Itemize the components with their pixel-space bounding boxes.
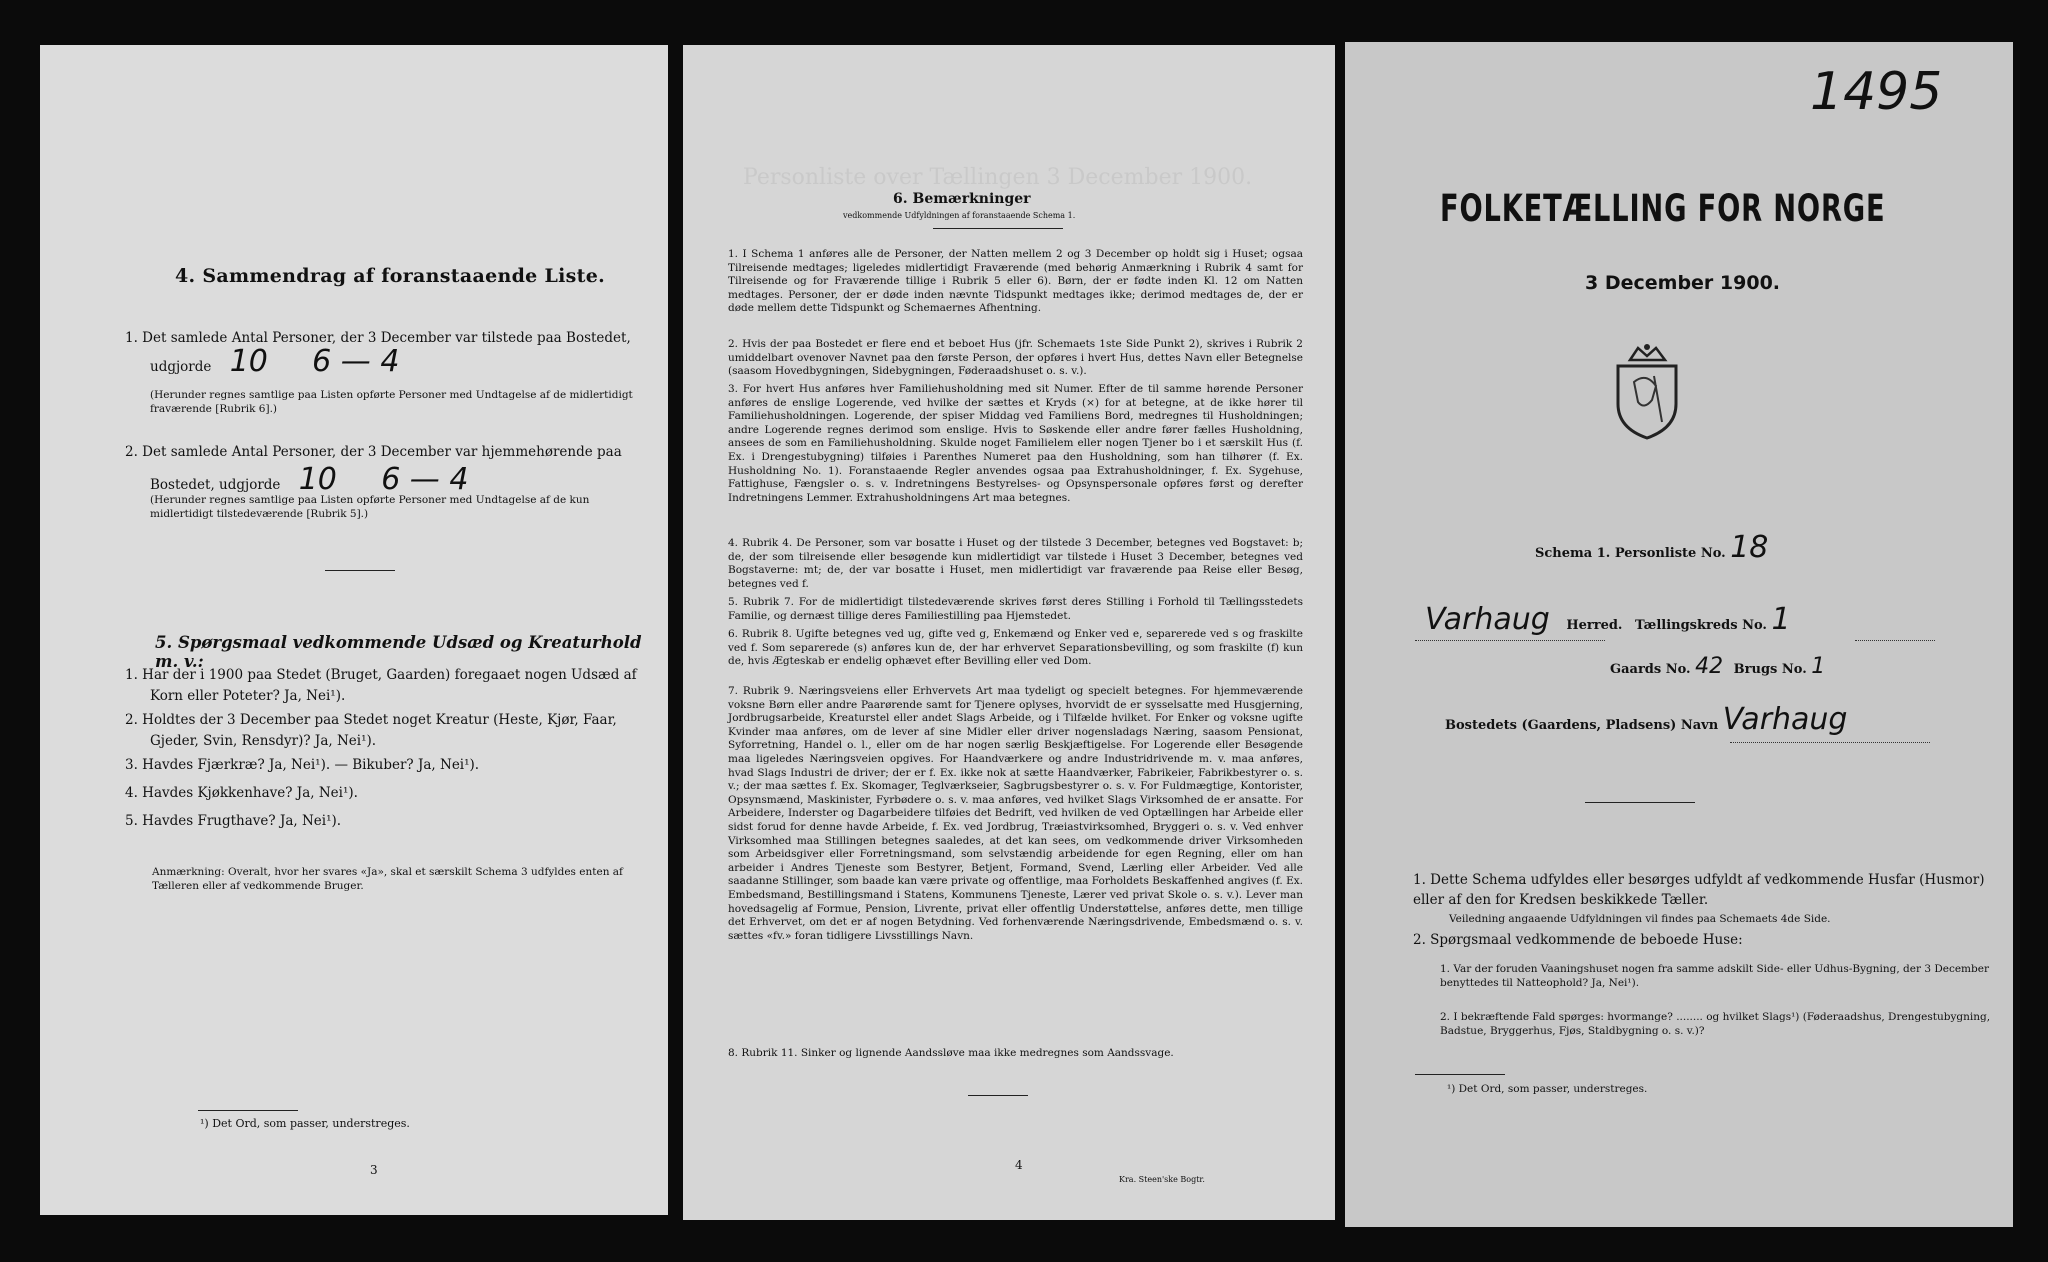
divider [325, 570, 395, 571]
s2-line1: 2. Holdtes der 3 December paa Stedet noget Kreatur (Heste, Kjør, Faar, [125, 712, 617, 728]
dotted-line [1730, 742, 1930, 743]
herred-value-handwritten: Varhaug [1425, 602, 1550, 637]
s1-line1: 1. Har der i 1900 paa Stedet (Bruget, Gaarden) foregaaet nogen Udsæd af [125, 667, 637, 683]
footnote-rule [1415, 1074, 1505, 1075]
footnote-rule [198, 1110, 298, 1111]
schema-label: Schema 1. Personliste No. 18 [1535, 530, 1769, 565]
ornament-rule [1585, 802, 1695, 803]
instruction-1: 1. Dette Schema udfyldes eller besørges udfyldt af vedkommende Husfar (Husmor) eller af den for Kredsen beskikkede Tæller. [1413, 872, 1985, 908]
remark-2: 2. Hvis der paa Bostedet er flere end et beboet Hus (jfr. Schemaets 1ste Side Punkt 2), skrives i Rubrik 2 umiddelbart ovenover Navnet paa den første Person, der opføres i hvert Hus, dettes Navn eller Betegnelse (saasom Hovedbygningen, Sidebygningen, Føderaadshuset o. s. v.). [728, 338, 1303, 378]
krets-value-handwritten: 1 [1771, 602, 1791, 637]
gaards-value-handwritten: 42 [1695, 654, 1724, 679]
brugs-value-handwritten: 1 [1811, 654, 1826, 679]
remark-4: 4. Rubrik 4. De Personer, som var bosatte i Huset og der tilstede 3 December, betegnes ved Bogstavet: b; de, der som tilreisende eller besøgende kun midlertidigt var tilstede i Huset 3 December, betegnes ved Bogstaverne: mt; de, der var bosatte i Huset, men midlertidigt var fraværende paa Reise eller Besøg, betegnes ved f. [728, 537, 1303, 590]
remark-8: 8. Rubrik 11. Sinker og lignende Aandssløve maa ikke medregnes som Aandssvage. [728, 1047, 1174, 1059]
footnote: ¹) Det Ord, som passer, understreges. [200, 1117, 410, 1130]
remark-6: 6. Rubrik 8. Ugifte betegnes ved ug, gifte ved g, Enkemænd og Enker ved e, separerede ved s og fraskilte ved f. Som separerede (s) anføres kun de, der har erhvervet Separationsbevilling, og som fraskilte (f) kun de, hvis Ægteskab er endelig ophævet efter Bevilling eller ved Dom. [728, 628, 1303, 668]
coat-of-arms-icon [1610, 342, 1685, 442]
page-left [40, 45, 668, 1215]
bosted-value-handwritten: Varhaug [1722, 702, 1848, 737]
schema-number-handwritten: 18 [1730, 530, 1769, 565]
section-6-subheading: vedkommende Udfyldningen af foranstaaende Schema 1. [843, 211, 1076, 220]
footnote: ¹) Det Ord, som passer, understreges. [1447, 1083, 1648, 1095]
instruction-2-2: 2. I bekræftende Fald spørges: hvormange? ........ og hvilket Slags¹) (Føderaadshus, Drengestubygning, Badstue, Bryggerhus, Fjøs, Staldbygning o. s. v.)? [1440, 1011, 1991, 1037]
s2-line2: Gjeder, Svin, Rensdyr)? Ja, Nei¹). [150, 733, 377, 749]
page-right [1345, 42, 2013, 1227]
q2-split-handwritten: 6 — 4 [381, 462, 469, 497]
remark-7: 7. Rubrik 9. Næringsveiens eller Erhvervets Art maa tydeligt og specielt betegnes. For hjemmeværende voksne Børn eller andre Paarørende samt for Tjenere oplyses, hvorvidt de er sysselsatte med Husgjerning, Jordbrugsarbeide, Kreaturstel eller andet Slags Arbeide, og i Tilfælde hvilket. For Enker og voksne ugifte Kvinder maa anføres, om de lever af sine Midler eller driver nogensladags Næring, saasom Pensionat, Syforretning, Handel o. l., eller om de har nogen særlig Beskjæftigelse. For Logerende eller Besøgende maa ligeledes Næringsveien opgives. For Haandværkere og andre Industridrivende m. v. maa anføres, hvad Slags Industri de driver; der er f. Ex. ikke nok at sætte Haandværker, Fabrikeier, Fabrikbestyrer o. s. v.; der maa sættes f. Ex. Skomager, Teglværkseier, Sagbrugsbestyrer o. s. v. For Fuldmægtige, Kontorister, Opsynsmænd, Maskinister, Fyrbødere o. s. v. maa anføres, ved hvilket Slags Virksomhed de er ansatte. For Arbeidere, Inderster og Dagarbeidere tilføies det Bedrift, ved hvilken de ved Optællingen har Arbeide eller sidst forud for denne havde Arbeide, f. Ex. ved Jordbrug, Træiastvirksomhed, Bryggeri o. s. v. Ved enhver Virksomhed maa Stillingen betegnes saaledes, at det kan sees, om vedkommende driver Virksomheden som Arbeidsgiver eller Forretningsmand, som selvstændig arbeidende for egen Regning, eller om han arbeider i Andres Tjeneste som Bestyrer, Betjent, Formand, Svend, Lærling eller Arbeider. Ved alle saadanne Stillinger, som baade kan være private og offentlige, maa Forholdets Beskaffenhed angives (f. Ex. Embedsmand, Bestillingsmand i Statens, Kommunens Tjeneste, Lærer ved privat Skole o. s. v.). Lever man hovedsagelig af Formue, Pension, Livrente, privat eller offentlig Understøttelse, anføres dette, men tillige det Erhvervet, om det er af nogen Betydning. Ved forhenværende Næringsdrivende, Embedsmænd o. s. v. sættes «fv.» foran tidligere Livsstillings Navn. [728, 685, 1303, 942]
census-date: 3 December 1900. [1585, 272, 1781, 294]
instruction-2-1: 1. Var der foruden Vaaningshuset nogen fra samme adskilt Side- eller Udhus-Bygning, der 3 December benyttedes til Natteophold? Ja, Nei¹). [1440, 963, 1989, 989]
printer-imprint: Kra. Steen'ske Bogtr. [1119, 1175, 1205, 1184]
q1-split-handwritten: 6 — 4 [312, 344, 400, 379]
section-5-heading: 5. Spørgsmaal vedkommende Udsæd og Kreaturhold m. v.: [155, 633, 642, 671]
instruction-1-note: Veiledning angaaende Udfyldningen vil findes paa Schemaets 4de Side. [1449, 913, 1831, 925]
question-1-note: (Herunder regnes samtlige paa Listen opførte Personer med Undtagelse af de midlertidigt fraværende [Rubrik 6].) [150, 389, 633, 415]
q1-total-handwritten: 10 [229, 344, 268, 379]
page-middle [683, 45, 1335, 1220]
section-4-heading: 4. Sammendrag af foranstaaende Liste. [175, 265, 606, 287]
question-2-note: (Herunder regnes samtlige paa Listen opførte Personer med Undtagelse af de kun midlertidigt tilstedeværende [Rubrik 5].) [150, 494, 590, 520]
q2-total-handwritten: 10 [298, 462, 337, 497]
remark-1: 1. I Schema 1 anføres alle de Personer, der Natten mellem 2 og 3 December op holdt sig i Huset; ogsaa Tilreisende medtages; ligeledes midlertidigt Fraværende (med behørig Anmærkning i Rubrik 4 samt for Tilreisende og for Fraværende tillige i Rubrik 5 eller 6). Børn, der er fødte inden Kl. 12 om Natten medtages. Personer, der er døde inden nævnte Tidspunkt medtages ikke; derimod medtages de, der er døde mellem dette Tidspunkt og Schemaernes Afhentning. [728, 248, 1303, 315]
question-2-answer: Bostedet, udgjorde 10 6 — 4 [150, 462, 469, 497]
remark-3: 3. For hvert Hus anføres hver Familiehusholdning med sit Numer. Efter de til samme hørende Personer anføres de enslige Logerende, ved hvilke der sættes et Kryds (×) for at betegne, at de ikke hører til Familiehusholdningen. Logerende, der spiser Middag ved Familiens Bord, medregnes til Husholdningen; andre Logerende regnes derimod som enslige. Hvis to Søskende eller andre fører fælles Husholdning, ansees de som en Familiehusholdning. Skulde noget Familielem eller nogen Tjener bo i et særskilt Hus (f. Ex. i Drengestubygning) tilføies i Parenthes Numeret paa den Husholdning, som han tilhører (f. Ex. Husholdning No. 1). Foranstaaende Regler anvendes ogsaa paa Extrahusholdninger, f. Ex. Sygehuse, Fattighuse, Fængsler o. s. v. Indretningens Bestyrelses- og Opsynspersonale opføres først og derefter Indretningens Lemmer. Extrahusholdningens Art maa betegnes. [728, 383, 1303, 504]
instruction-2: 2. Spørgsmaal vedkommende de beboede Huse: [1413, 932, 1743, 948]
question-2: 2. Det samlede Antal Personer, der 3 December var hjemmehørende paa [125, 444, 622, 460]
dotted-line [1855, 640, 1935, 641]
s1-line2: Korn eller Poteter? Ja, Nei¹). [150, 688, 346, 704]
divider [968, 1095, 1028, 1096]
faded-bleedthrough-header: Personliste over Tællingen 3 December 1900. [743, 165, 1253, 190]
page-number: 3 [370, 1163, 378, 1177]
s4-line: 4. Havdes Kjøkkenhave? Ja, Nei¹). [125, 785, 358, 801]
dotted-line [1415, 640, 1605, 641]
census-title: FOLKETÆLLING FOR NORGE [1440, 187, 1886, 230]
section-6-heading: 6. Bemærkninger [893, 191, 1031, 207]
bosted-line: Bostedets (Gaardens, Pladsens) Navn Varhaug [1445, 702, 1848, 737]
archive-number-handwritten: 1495 [1810, 62, 1943, 122]
s5-line: 5. Havdes Frugthave? Ja, Nei¹). [125, 813, 342, 829]
question-1-answer: udgjorde 10 6 — 4 [150, 344, 400, 379]
heading-rule [933, 228, 1063, 229]
page-number: 4 [1015, 1158, 1023, 1172]
s3-line: 3. Havdes Fjærkræ? Ja, Nei¹). — Bikuber? Ja, Nei¹). [125, 757, 480, 773]
gaards-brugs-line: Gaards No. 42 Brugs No. 1 [1610, 654, 1826, 679]
question-1: 1. Det samlede Antal Personer, der 3 December var tilstede paa Bostedet, [125, 330, 631, 346]
herred-line: Varhaug Herred. Tællingskreds No. 1 [1425, 602, 1791, 637]
remark-5: 5. Rubrik 7. For de midlertidigt tilstedeværende skrives først deres Stilling i Forhold til Tællingsstedets Familie, og dernæst tillige deres Familiestilling paa Hjemstedet. [728, 596, 1303, 622]
anmerkning-note: Anmærkning: Overalt, hvor her svares «Ja», skal et særskilt Schema 3 udfyldes enten af Tælleren eller af vedkommende Bruger. [152, 866, 623, 892]
